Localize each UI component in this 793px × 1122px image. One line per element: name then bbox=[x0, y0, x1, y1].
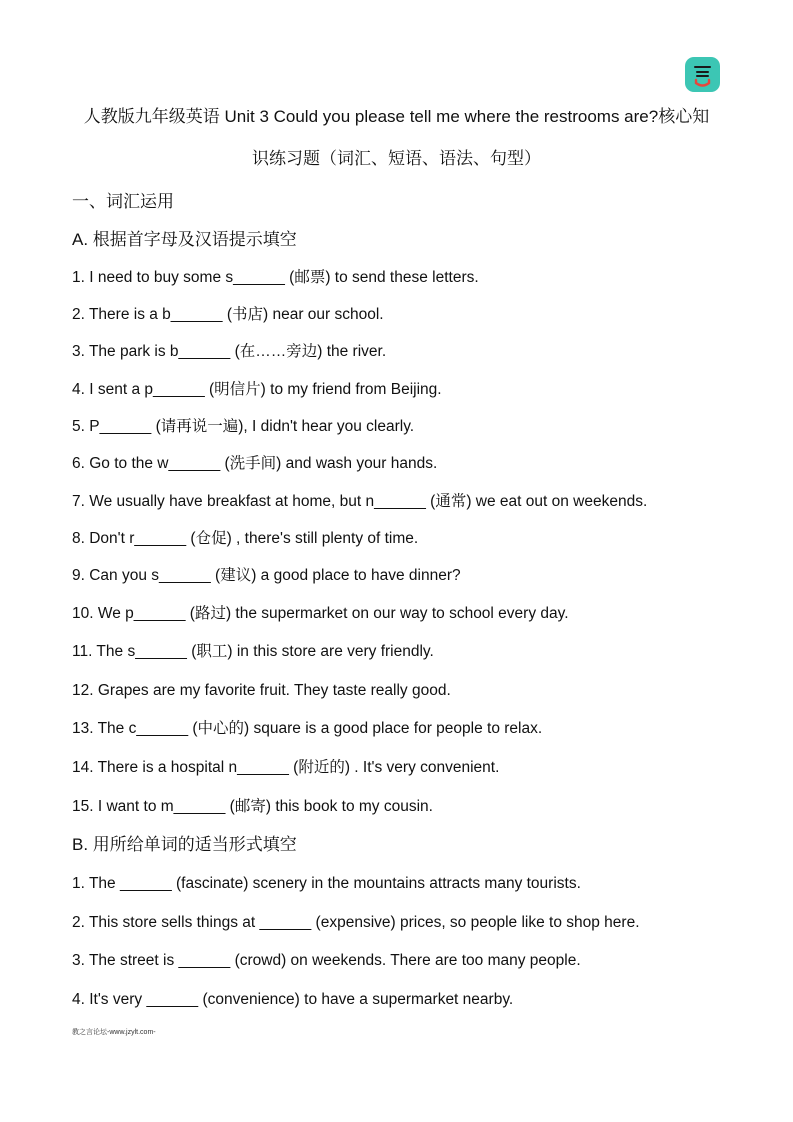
exercise-a-item: 15. I want to m______ (邮寄) this book to my cousin. bbox=[72, 798, 433, 815]
exercise-b-item: 3. The street is ______ (crowd) on weekends. There are too many people. bbox=[72, 952, 581, 969]
part-b-heading: B. 用所给单词的适当形式填空 bbox=[72, 835, 297, 854]
exercise-a-item: 11. The s______ (职工) in this store are very friendly. bbox=[72, 643, 434, 660]
exercise-a-item: 5. P______ (请再说一遍), I didn't hear you clearly. bbox=[72, 418, 415, 435]
exercise-a-item: 14. There is a hospital n______ (附近的) . It's very convenient. bbox=[72, 759, 500, 776]
exercise-a-item: 9. Can you s______ (建议) a good place to have dinner? bbox=[72, 567, 461, 584]
exercise-a-item: 4. I sent a p______ (明信片) to my friend from Beijing. bbox=[72, 381, 442, 398]
page-footer: 教之言论坛-www.jzylt.com- bbox=[72, 1029, 156, 1036]
exercise-a-item: 2. There is a b______ (书店) near our school. bbox=[72, 306, 384, 323]
document-title-line-2: 识练习题（词汇、短语、语法、句型） bbox=[252, 149, 541, 168]
exercise-a-item: 1. I need to buy some s______ (邮票) to send these letters. bbox=[72, 269, 479, 286]
exercise-b-item: 2. This store sells things at ______ (expensive) prices, so people like to shop here. bbox=[72, 914, 640, 931]
exercise-a-item: 8. Don't r______ (仓促) , there's still plenty of time. bbox=[72, 530, 419, 547]
exercise-b-item: 4. It's very ______ (convenience) to have a supermarket nearby. bbox=[72, 991, 514, 1008]
exercise-a-item: 12. Grapes are my favorite fruit. They taste really good. bbox=[72, 682, 451, 699]
part-a-heading: A. 根据首字母及汉语提示填空 bbox=[72, 230, 297, 249]
exercise-a-item: 7. We usually have breakfast at home, but n______ (通常) we eat out on weekends. bbox=[72, 493, 648, 510]
document-title-line-1: 人教版九年级英语 Unit 3 Could you please tell me where the restrooms are?核心知 bbox=[83, 107, 710, 126]
exercise-a-item: 10. We p______ (路过) the supermarket on our way to school every day. bbox=[72, 605, 569, 622]
exercise-b-item: 1. The ______ (fascinate) scenery in the mountains attracts many tourists. bbox=[72, 875, 581, 892]
exercise-a-item: 13. The c______ (中心的) square is a good place for people to relax. bbox=[72, 720, 543, 737]
jzy-logo-icon bbox=[685, 57, 720, 92]
exercise-a-item: 6. Go to the w______ (洗手间) and wash your hands. bbox=[72, 455, 438, 472]
exercise-a-item: 3. The park is b______ (在……旁边) the river. bbox=[72, 343, 387, 360]
section-heading-vocabulary: 一、词汇运用 bbox=[72, 192, 174, 211]
